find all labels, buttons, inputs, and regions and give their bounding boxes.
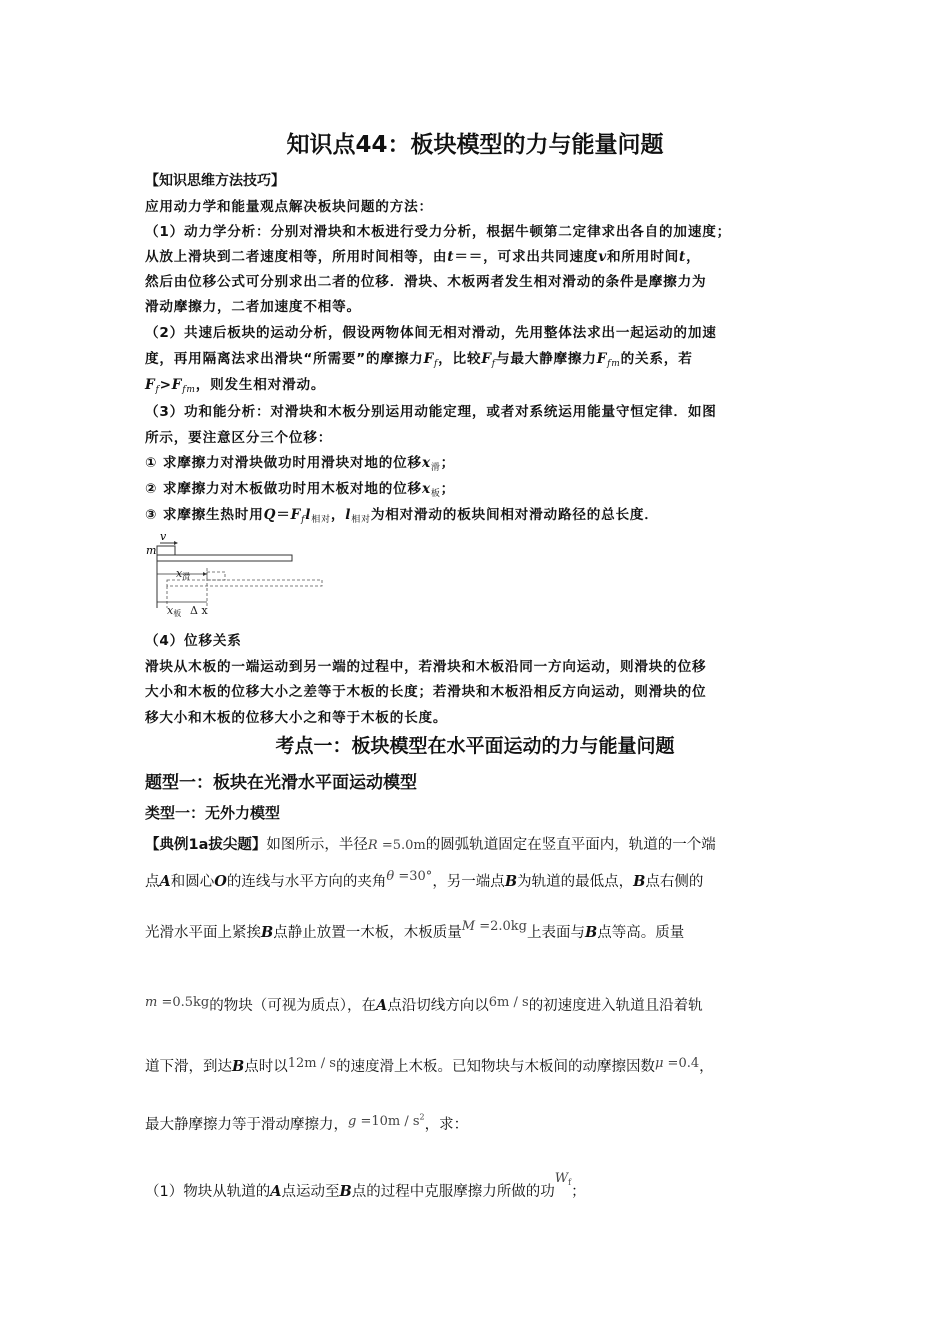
p1-line4: 滑动摩擦力，二者加速度不相等。 [145,299,361,315]
p1-line1: （1）动力学分析：分别对滑块和木板进行受力分析，根据牛顿第二定律求出各自的加速度； [145,224,732,240]
x-board-label: x板 [167,604,182,618]
item-2: ② 求摩擦力对木板做功时用木板对地的位移$x_板$； [145,481,456,499]
board-final [167,580,322,586]
item-1: ① 求摩擦力对滑块做功时用滑块对地的位移$x_滑$； [145,455,456,473]
p2-line3: $F_f>F_{fm}$，则发生相对滑动。 [145,377,326,395]
example-line6: 最大静摩擦力等于滑动摩擦力，$g =10m / s^2$，求： [145,1112,469,1133]
p4-line2: 大小和木板的位移大小之差等于木板的长度；若滑块和木板沿相反方向运动，则滑块的位 [145,684,707,700]
dx-label: Δ x [190,604,208,617]
p3-line2: 所示，要注意区分三个位移： [145,430,333,446]
methods-intro: 应用动力学和能量观点解决板块问题的方法： [145,199,433,215]
p1-line3: 然后由位移公式可分别求出二者的位移．滑块、木板两者发生相对滑动的条件是摩擦力为 [145,274,707,290]
slider-block-final [207,572,225,580]
question-1: （1）物块从轨道的A点运动至B点的过程中克服摩擦力所做的功$W_f$； [145,1171,586,1200]
example-line2: 点A和圆心O的连线与水平方向的夹角θ =30°，另一端点B为轨道的最低点，B点右侧的 [145,869,704,890]
p2-line2: 度，再用隔离法求出滑块“所需要”的摩擦力$F_f$，比较$F_f$与最大静摩擦力$F_{fm}$的关系，若 [145,351,693,369]
displacement-diagram [140,528,340,620]
example-line3: 光滑水平面上紧挨B点静止放置一木板，木板质量M =2.0kg上表面与B点等高。质量 [145,919,685,941]
x-slide-label: x滑 [176,567,191,581]
example-line1: 【典例1a拔尖题】如图所示，半径R =5.0m的圆弧轨道固定在竖直平面内，轨道的一个端 [145,837,716,853]
velocity-label: v [160,530,167,543]
page-title: 知识点44：板块模型的力与能量问题 [286,132,664,158]
example-line4: m =0.5kg的物块（可视为质点），在A点沿切线方向以6m / s的初速度进入轨道且沿着轨 [145,995,703,1014]
example-line5: 道下滑，到达B点时以12m / s的速度滑上木板。已知物块与木板间的动摩擦因数μ =0.4， [145,1056,714,1075]
p4-line1: 滑块从木板的一端运动到另一端的过程中，若滑块和木板沿同一方向运动，则滑块的位移 [145,659,707,675]
p4-heading: （4）位移关系 [145,633,242,649]
p3-line1: （3）功和能分析：对滑块和木板分别运用动能定理，或者对系统运用能量守恒定律．如图 [145,404,717,420]
velocity-arrowhead [174,541,178,545]
mass-label: m [146,544,157,557]
slider-block [157,546,175,555]
leixing-heading: 类型一：无外力模型 [145,804,281,822]
tixing-heading: 题型一：板块在光滑水平面运动模型 [145,773,417,793]
p2-line1: （2）共速后板块的运动分析，假设两物体间无相对滑动，先用整体法求出一起运动的加速 [145,325,717,341]
p1-line2: 从放上滑块到二者速度相等，所用时间相等，由t＝＝，可求出共同速度v和所用时间t， [145,249,701,265]
methods-heading: 【知识思维方法技巧】 [145,173,285,189]
kaodian-heading: 考点一：板块模型在水平面运动的力与能量问题 [275,735,675,757]
board-initial [157,555,292,561]
item-3: ③ 求摩擦生热时用$Q=F_fl_{相对}$，$l_{相对}$为相对滑动的板块间相对滑动路径的总长度． [145,507,659,525]
p4-line3: 移大小和木板的位移大小之和等于木板的长度。 [145,710,448,726]
x-slide-arrowhead [203,572,207,576]
